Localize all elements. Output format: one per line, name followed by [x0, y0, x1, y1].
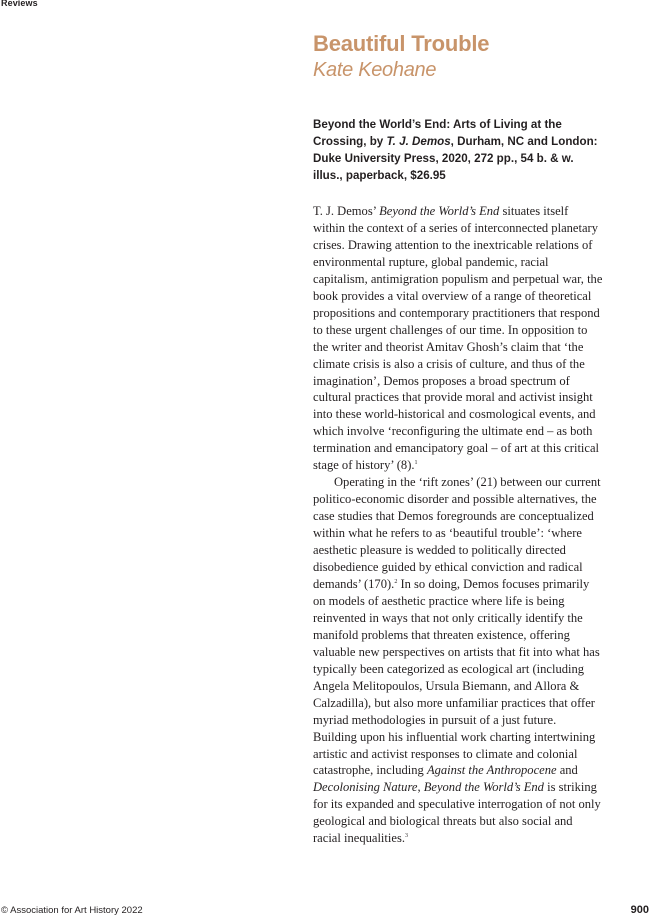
article-title: Beautiful Trouble	[313, 31, 490, 56]
work-title-italic: Decolonising Nature	[313, 780, 418, 795]
book-citation	[313, 116, 605, 184]
review-body	[313, 203, 603, 847]
paragraph-2: Operating in the ‘rift zones’ (21) between our current politico-economic disorder and possible alternatives, the case studies that Demos foregrounds are conceptualized within what he refers to as ‘beautiful trouble’: ‘where aesthetic pleasure is wedded to politically directed disobedience guided by ethical conviction and radical demands’ (170).$^2$ In so doing, Demos focuses primarily on models of aesthetic practice where life is being reinvented in ways that not only critically identify the manifold problems that threaten existence, offering valuable new perspectives on artists that fit into what has typically been categorized as ecological art (including Angela Melitopoulos, Ursula Biemann, and Allora & Calzadilla), but also more unfamiliar practices that offer myriad methodologies in pursuit of a just future. Building upon his influential work charting intertwining artistic and activist responses to climate and colonial catastrophe, including Against the Anthropocene and Decolonising Nature, Beyond the World’s End is striking for its expanded and speculative interrogation of not only geological and biological threats but also social and racial inequalities.$^3$	[313, 475, 601, 846]
footnote-ref: 1	[414, 460, 418, 467]
copyright-notice: © Association for Art History 2022	[1, 905, 143, 916]
footnote-ref: 3	[404, 833, 408, 840]
paragraph-1: T. J. Demos’ Beyond the World’s End situates itself within the context of a series of interconnected planetary crises. Drawing attention to the inextricable relations of environmental rupture, global pandemic, racial capitalism, antimigration populism and perpetual war, the book provides a vital overview of a range of theoretical propositions and contemporary practitioners that respond to these urgent challenges of our time. In opposition to the writer and theorist Amitav Ghosh’s claim that ‘the climate crisis is also a crisis of culture, and thus of the imagination’, Demos proposes a broad spectrum of cultural practices that provide moral and activist insight into these world-historical and cosmological events, and which involve ‘reconfiguring the ultimate end – as both termination and emancipatory goal – of art at this critical stage of history’ (8).$^1$	[313, 204, 603, 473]
book-details: , Durham, NC and London: Duke University Press, 2020, 272 pp., 54 b. & w. illus., paperback, $26.95	[313, 135, 598, 182]
running-head: Reviews	[1, 0, 38, 8]
book-author: T. J. Demos	[386, 135, 451, 148]
book-title: Beyond the World’s End: Arts of Living at the Crossing, by	[313, 118, 562, 148]
book-title-italic: Beyond the World’s End	[379, 204, 500, 218]
article-author: Kate Keohane	[313, 59, 437, 81]
book-title-italic: Beyond the World’s End	[423, 780, 544, 795]
work-title-italic: Against the Anthropocene	[426, 763, 557, 778]
footnote-ref: 2	[394, 578, 398, 585]
page-number: 900	[630, 904, 649, 916]
